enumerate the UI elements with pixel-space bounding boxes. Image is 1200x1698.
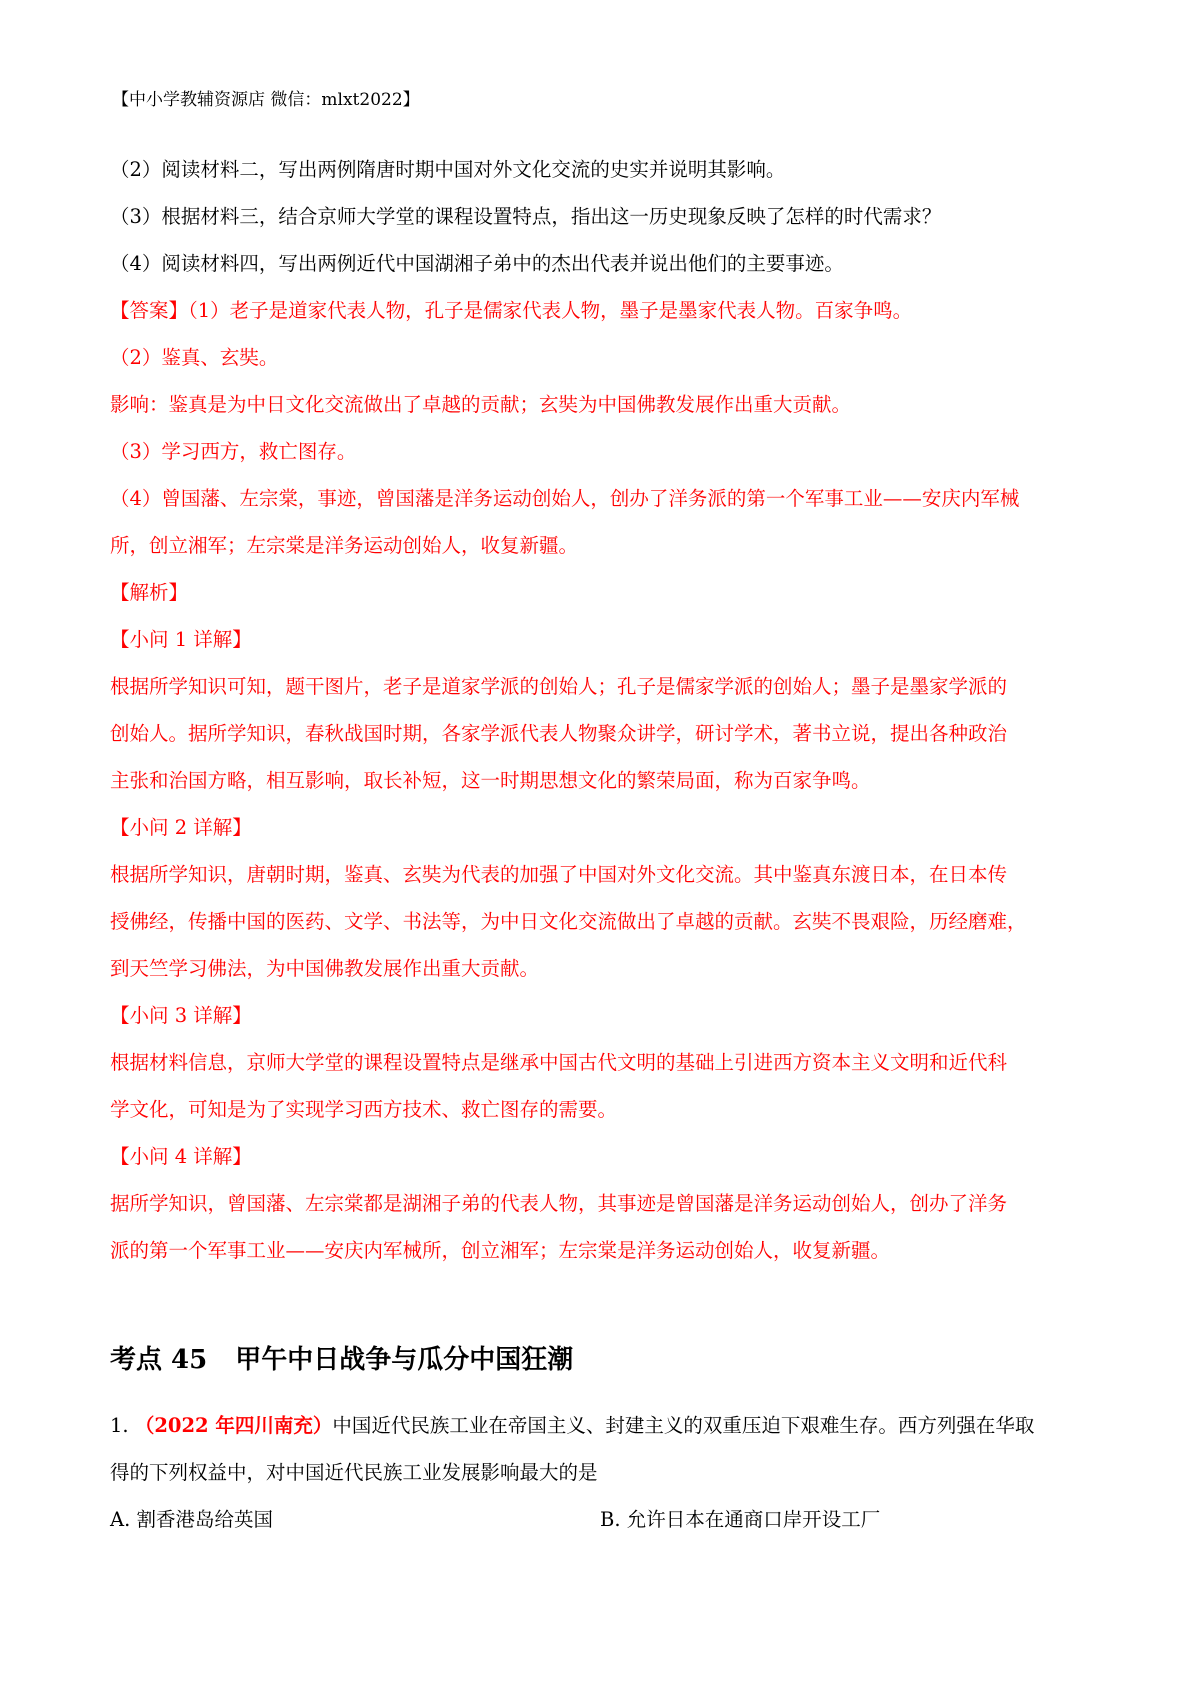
subquestion-3-line: 根据材料信息，京师大学堂的课程设置特点是继承中国古代文明的基础上引进西方资本主义文明和近代科 xyxy=(110,1051,1008,1074)
subquestion-1-line: 根据所学知识可知，题干图片，老子是道家学派的创始人；孔子是儒家学派的创始人；墨子是墨家学派的 xyxy=(110,675,1008,698)
subquestion-2-line: 根据所学知识，唐朝时期，鉴真、玄奘为代表的加强了中国对外文化交流。其中鉴真东渡日本，在日本传 xyxy=(110,863,1008,886)
subquestion-1-label: 【小问 1 详解】 xyxy=(110,628,252,651)
question-1-line-1 xyxy=(110,1412,1100,1440)
subquestion-4-line: 据所学知识，曾国藩、左宗棠都是湖湘子弟的代表人物，其事迹是曾国藩是洋务运动创始人，创办了洋务 xyxy=(110,1192,1008,1215)
subquestion-2-label: 【小问 2 详解】 xyxy=(110,816,252,839)
subquestion-3-line: 学文化，可知是为了实现学习西方技术、救亡图存的需要。 xyxy=(110,1098,618,1121)
answer-2: （2）鉴真、玄奘。 xyxy=(110,346,279,369)
answer-label: 【答案】 xyxy=(110,299,189,322)
section-title-text: 甲午中日战争与瓜分中国狂潮 xyxy=(235,1345,574,1375)
subquestion-1-line: 创始人。据所学知识，春秋战国时期，各家学派代表人物聚众讲学，研讨学术，著书立说，提出各种政治 xyxy=(110,722,1008,745)
question-source: （2022 年四川南充） xyxy=(134,1414,333,1437)
question-2: （2）阅读材料二，写出两例隋唐时期中国对外文化交流的史实并说明其影响。 xyxy=(110,158,786,181)
analysis-label: 【解析】 xyxy=(110,581,189,604)
subquestion-4-line: 派的第一个军事工业——安庆内军械所，创立湘军；左宗棠是洋务运动创始人，收复新疆。 xyxy=(110,1239,891,1262)
question-4: （4）阅读材料四，写出两例近代中国湖湘子弟中的杰出代表并说出他们的主要事迹。 xyxy=(110,252,844,275)
option-b: B. 允许日本在通商口岸开设工厂 xyxy=(600,1508,881,1531)
header-watermark: 【中小学教辅资源店 微信：mlxt2022】 xyxy=(112,90,420,110)
subquestion-2-line: 到天竺学习佛法，为中国佛教发展作出重大贡献。 xyxy=(110,957,540,980)
subquestion-2-line: 授佛经，传播中国的医药、文学、书法等，为中日文化交流做出了卓越的贡献。玄奘不畏艰险，历经磨难， xyxy=(110,910,1027,933)
subquestion-4-label: 【小问 4 详解】 xyxy=(110,1145,252,1168)
answer-2-effect: 影响：鉴真是为中日文化交流做出了卓越的贡献；玄奘为中国佛教发展作出重大贡献。 xyxy=(110,393,852,416)
answer-3: （3）学习西方，救亡图存。 xyxy=(110,440,357,463)
section-number: 考点 45 xyxy=(110,1345,208,1375)
option-a: A. 割香港岛给英国 xyxy=(110,1508,273,1531)
subquestion-1-line: 主张和治国方略，相互影响，取长补短，这一时期思想文化的繁荣局面，称为百家争鸣。 xyxy=(110,769,871,792)
question-1-text: 中国近代民族工业在帝国主义、封建主义的双重压迫下艰难生存。西方列强在华取 xyxy=(332,1414,1035,1437)
answer-1 xyxy=(110,297,1100,325)
question-1-line-2: 得的下列权益中，对中国近代民族工业发展影响最大的是 xyxy=(110,1461,598,1484)
question-3: （3）根据材料三，结合京师大学堂的课程设置特点，指出这一历史现象反映了怎样的时代需求？ xyxy=(110,205,942,228)
question-number: 1. xyxy=(110,1414,135,1437)
answer-4-line-1: （4）曾国藩、左宗棠，事迹，曾国藩是洋务运动创始人，创办了洋务派的第一个军事工业——安庆内军械 xyxy=(110,487,1020,510)
answer-4-line-2: 所，创立湘军；左宗棠是洋务运动创始人，收复新疆。 xyxy=(110,534,579,557)
answer-1-text: （1）老子是道家代表人物，孔子是儒家代表人物，墨子是墨家代表人物。百家争鸣。 xyxy=(188,299,913,322)
section-title xyxy=(110,1343,573,1377)
subquestion-3-label: 【小问 3 详解】 xyxy=(110,1004,252,1027)
